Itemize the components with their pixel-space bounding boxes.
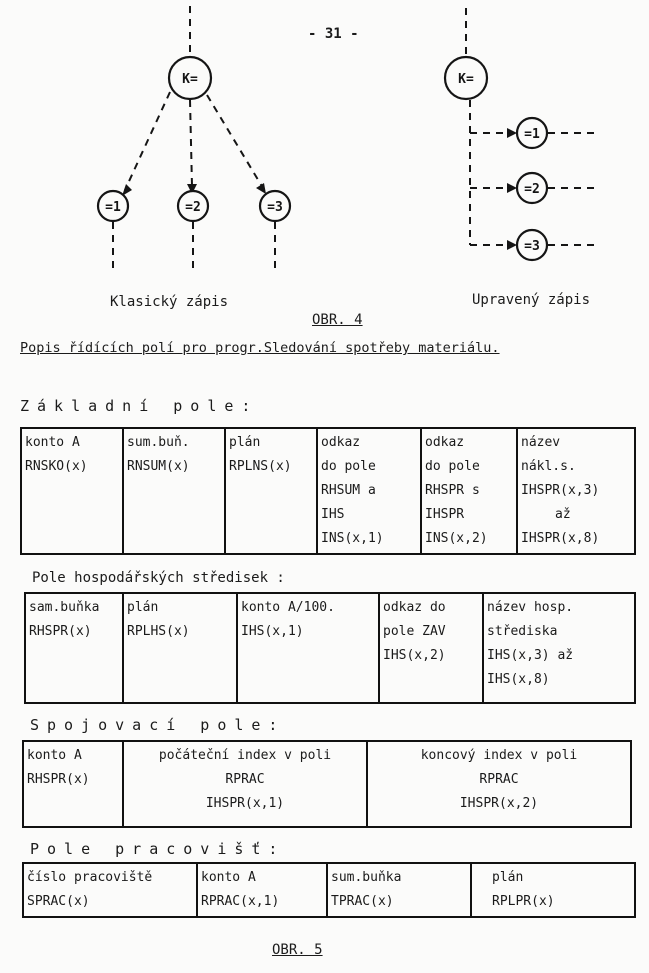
node-label: =3 [524,239,540,254]
table-spojovaci [22,740,632,828]
node-label: =1 [105,200,121,215]
left-branch-2 [190,100,192,186]
section-title-pracoviste: Pole pracovišť: [30,840,286,858]
node-label: =3 [267,200,283,215]
arrowhead [507,128,517,138]
node-label: =1 [524,127,540,142]
left-caption: Klasický zápis [110,294,229,310]
page-number: - 31 - [308,26,359,42]
node-label: =2 [524,182,540,197]
cell: sum.buňka TPRAC(x) [327,863,471,917]
cell: konto A RHSPR(x) [23,741,123,827]
section-title-spojovaci: Spojovací pole: [30,716,286,734]
cell: plán RPLNS(x) [225,428,317,554]
right-caption: Upravený zápis [472,292,591,308]
cell: odkaz do pole RHSUM a IHS INS(x,1) [317,428,421,554]
cell: název nákl.s. IHSPR(x,3) až IHSPR(x,8) [517,428,635,554]
cell: odkaz do pole RHSPR s IHSPR INS(x,2) [421,428,517,554]
cell: počáteční index v poli RPRAC IHSPR(x,1) [123,741,367,827]
section-title-hospodarska: Pole hospodářských středisek : [32,570,285,586]
cell: sam.buňka RHSPR(x) [25,593,123,703]
section-title-zakladni: Základní pole: [20,397,259,415]
figure-4-label: OBR. 4 [312,312,363,328]
cell: plán RPLHS(x) [123,593,237,703]
table-hospodarska [24,592,636,704]
cell: koncový index v poli RPRAC IHSPR(x,2) [367,741,631,827]
cell: odkaz do pole ZAV IHS(x,2) [379,593,483,703]
arrowhead [507,183,517,193]
cell: sum.buň. RNSUM(x) [123,428,225,554]
left-branch-1 [125,92,170,190]
node-label: K= [182,72,198,87]
cell: konto A/100. IHS(x,1) [237,593,379,703]
cell: číslo pracoviště SPRAC(x) [23,863,197,917]
left-branch-3 [207,95,263,188]
table-zakladni [20,427,636,555]
cell: konto A RPRAC(x,1) [197,863,327,917]
node-label: K= [458,72,474,87]
tree-diagrams [0,0,649,330]
table-pracoviste [22,862,636,918]
cell: plán RPLPR(x) [471,863,635,917]
node-label: =2 [185,200,201,215]
figure-5-label: OBR. 5 [272,942,323,958]
heading: Popis řídících polí pro progr.Sledování spotřeby materiálu. [20,340,500,356]
cell: konto A RNSKO(x) [21,428,123,554]
cell: název hosp. střediska IHS(x,3) až IHS(x,8) [483,593,635,703]
arrowhead [507,240,517,250]
